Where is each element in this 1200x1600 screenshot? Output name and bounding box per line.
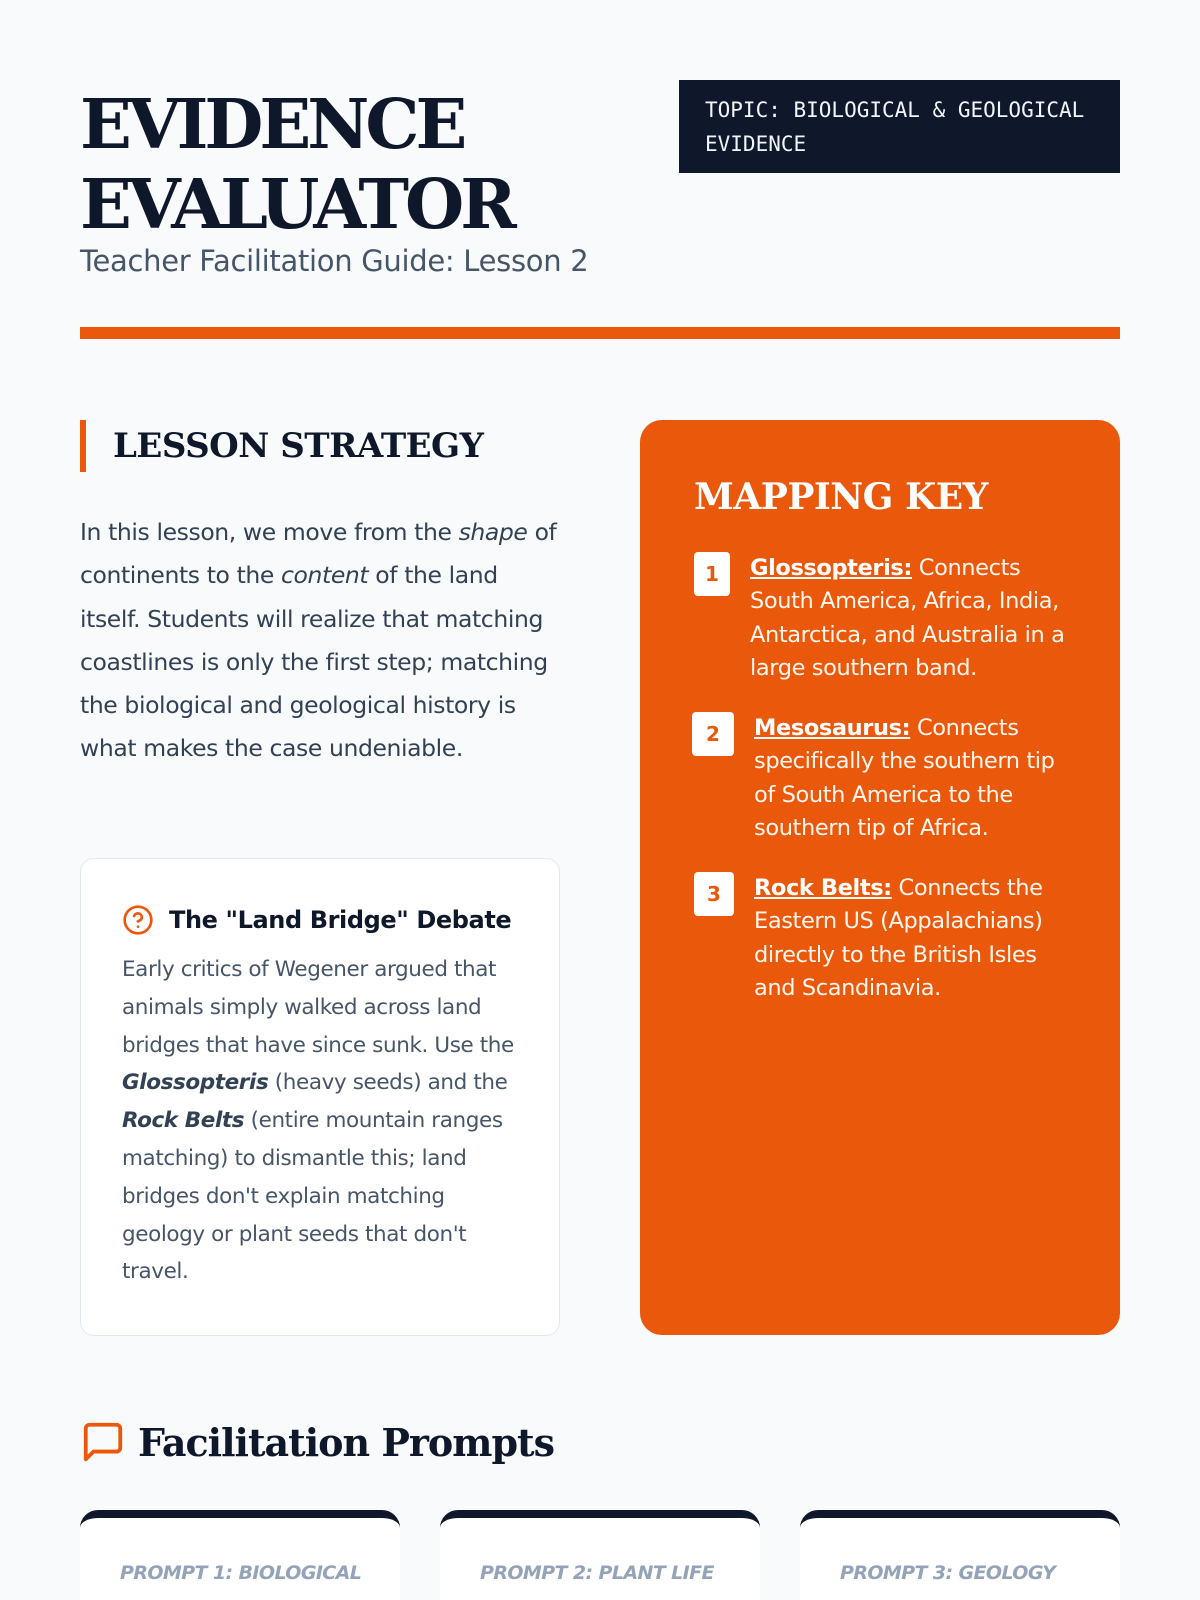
guide-page xyxy=(80,80,1120,1600)
topic-badge: TOPIC: BIOLOGICAL & GEOLOGICAL EVIDENCE xyxy=(679,80,1120,173)
key-item-description: Connects South America, Africa, India, Antarctica, and Australia in a large southern band. xyxy=(750,555,1065,681)
mapping-key-title: MAPPING KEY xyxy=(694,476,988,518)
key-item-text xyxy=(754,872,1074,1005)
debate-text-part: (heavy seeds) and the xyxy=(268,1070,508,1096)
key-item-term: Glossopteris: xyxy=(750,555,913,581)
message-square-icon xyxy=(80,1419,126,1465)
key-item-term: Rock Belts: xyxy=(754,875,892,901)
key-item-number: 1 xyxy=(694,552,730,596)
facilitation-prompts-header xyxy=(80,1417,554,1467)
help-circle-icon xyxy=(122,904,154,936)
debate-term-rock-belts: Rock Belts xyxy=(122,1108,245,1134)
lesson-strategy-text xyxy=(80,511,560,771)
prompt-card-3 xyxy=(800,1510,1120,1600)
key-item-text xyxy=(754,712,1074,845)
prompt-card-label: PROMPT 2: PLANT LIFE xyxy=(480,1562,714,1584)
title-line-1: EVIDENCE xyxy=(80,85,464,165)
key-item-number: 3 xyxy=(694,872,734,916)
page-subtitle: Teacher Facilitation Guide: Lesson 2 xyxy=(80,244,589,278)
key-item-text xyxy=(750,552,1080,685)
land-bridge-debate-card xyxy=(80,858,560,1336)
prompt-card-label: PROMPT 1: BIOLOGICAL xyxy=(120,1562,362,1584)
prompt-card-2 xyxy=(440,1510,760,1600)
debate-card-header xyxy=(122,902,511,938)
debate-card-title: The "Land Bridge" Debate xyxy=(169,906,512,934)
prompt-card-label: PROMPT 3: GEOLOGY xyxy=(840,1562,1056,1584)
strategy-emphasis-shape: shape xyxy=(458,518,528,546)
facilitation-prompts-title: Facilitation Prompts xyxy=(138,1419,554,1465)
prompt-card-1 xyxy=(80,1510,400,1600)
key-item-term: Mesosaurus: xyxy=(754,715,911,741)
key-item-number: 2 xyxy=(692,712,734,756)
page-title xyxy=(80,85,513,245)
lesson-strategy-heading: LESSON STRATEGY xyxy=(80,420,483,472)
debate-card-text xyxy=(122,951,532,1291)
debate-term-glossopteris: Glossopteris xyxy=(122,1070,269,1096)
key-item-description: Connects the Eastern US (Appalachians) directly to the British Isles and Scandinavia. xyxy=(754,875,1043,1001)
strategy-text-part: In this lesson, we move from the xyxy=(80,518,459,546)
header-divider xyxy=(80,327,1120,339)
title-line-2: EVALUATOR xyxy=(80,165,513,245)
debate-text-part: (entire mountain ranges matching) to dismantle this; land bridges don't explain matching geology or plant seeds that don't travel. xyxy=(122,1108,503,1285)
key-item-description: Connects specifically the southern tip of South America to the southern tip of Africa. xyxy=(754,715,1055,841)
mapping-key-card xyxy=(640,420,1120,1335)
strategy-text-part: of the land itself. Students will realize that matching coastlines is only the first step; matching the biological and geological history is what makes the case undeniable. xyxy=(80,561,548,763)
strategy-emphasis-content: content xyxy=(281,561,369,590)
strategy-text-part: of continents to the xyxy=(80,518,557,590)
debate-text-part: Early critics of Wegener argued that animals simply walked across land bridges that have since sunk. Use the xyxy=(122,957,514,1058)
